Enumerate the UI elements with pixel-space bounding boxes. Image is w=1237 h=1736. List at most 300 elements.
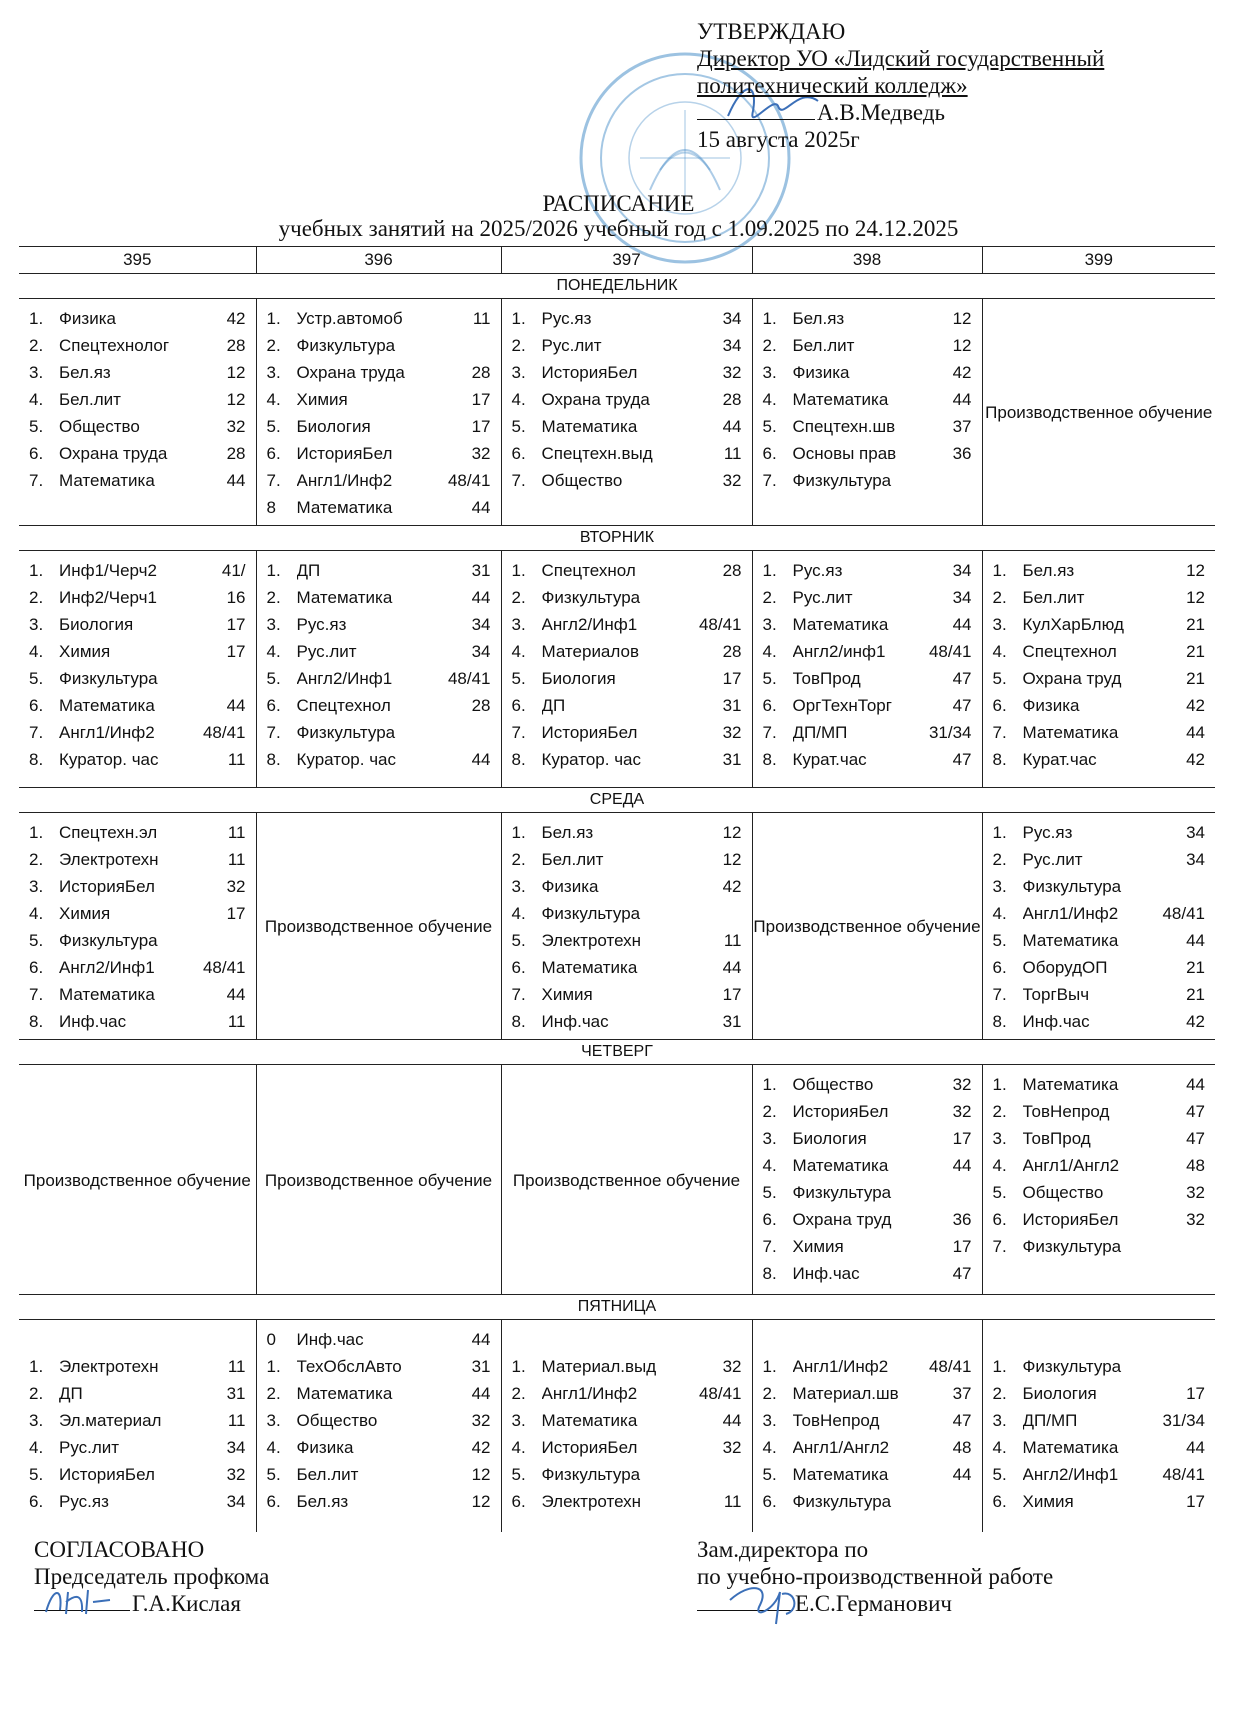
lesson-number: 6. bbox=[992, 695, 1007, 715]
lesson-room: 31 bbox=[722, 695, 742, 715]
lesson-subject: КулХарБлюд bbox=[1022, 614, 1124, 634]
lesson-number: 2. bbox=[992, 849, 1007, 869]
lesson-row bbox=[502, 1434, 752, 1461]
lesson-row bbox=[753, 1461, 982, 1488]
lesson-number: 6. bbox=[29, 957, 44, 977]
lesson-room: 36 bbox=[952, 443, 972, 463]
approval-line1: Директор УО «Лидский государственный bbox=[697, 46, 1105, 71]
deputy-signer: Е.С.Германович bbox=[795, 1591, 952, 1616]
schedule-table bbox=[19, 246, 1215, 1532]
lesson-row bbox=[983, 1461, 1216, 1488]
cell-tue-398 bbox=[752, 551, 982, 788]
lesson-subject: Биология bbox=[59, 614, 134, 634]
lesson-room: 34 bbox=[226, 1437, 246, 1457]
lesson-subject: Охрана труда bbox=[59, 443, 168, 463]
lesson-subject: Англ1/Англ2 bbox=[1022, 1155, 1120, 1175]
lesson-room: 42 bbox=[1186, 695, 1205, 715]
lesson-room: 17 bbox=[471, 389, 491, 409]
approval-block bbox=[697, 18, 1217, 153]
lesson-number: 8. bbox=[992, 1011, 1007, 1031]
lesson-row bbox=[19, 873, 256, 900]
lesson-room: 11 bbox=[227, 849, 246, 869]
cell-thu-397 bbox=[501, 1065, 752, 1295]
lesson-subject: Инф.час bbox=[792, 1263, 860, 1283]
lesson-room: 44 bbox=[226, 695, 246, 715]
lesson-room: 34 bbox=[471, 614, 491, 634]
production-training-label: Производственное обучение bbox=[264, 1170, 493, 1190]
lesson-row bbox=[257, 305, 501, 332]
lesson-room: 11 bbox=[227, 1011, 246, 1031]
lesson-room: 32 bbox=[471, 1410, 491, 1430]
lesson-room: 36 bbox=[952, 1209, 972, 1229]
day-row-wednesday bbox=[19, 813, 1215, 1040]
lesson-number: 3. bbox=[992, 1410, 1007, 1430]
lesson-number: 8. bbox=[29, 749, 44, 769]
cell-mon-397 bbox=[501, 299, 752, 526]
lesson-room: 47 bbox=[952, 695, 972, 715]
lesson-room: 31/34 bbox=[1162, 1410, 1205, 1430]
document-title bbox=[0, 191, 1237, 241]
lesson-row bbox=[753, 1326, 982, 1353]
cell-fri-395 bbox=[19, 1320, 256, 1532]
lesson-number: 7. bbox=[29, 470, 44, 490]
lesson-number: 1. bbox=[29, 822, 44, 842]
lesson-row bbox=[257, 413, 501, 440]
lesson-subject: Физкультура bbox=[296, 335, 396, 355]
lesson-row bbox=[983, 638, 1216, 665]
lesson-subject: ТовПрод bbox=[1022, 1128, 1091, 1148]
lesson-subject: Куратор. час bbox=[541, 749, 642, 769]
lesson-number: 7. bbox=[992, 722, 1007, 742]
lesson-subject: Общество bbox=[296, 1410, 378, 1430]
lesson-subject: Математика bbox=[541, 1410, 638, 1430]
lesson-subject: Химия bbox=[541, 984, 593, 1004]
lesson-room: 48/41 bbox=[202, 722, 246, 742]
lesson-number: 7. bbox=[266, 470, 281, 490]
lesson-row bbox=[19, 900, 256, 927]
lesson-row bbox=[983, 927, 1216, 954]
lesson-room: 31 bbox=[722, 749, 742, 769]
lesson-number: 4. bbox=[762, 1437, 777, 1457]
lesson-room: 12 bbox=[226, 362, 246, 382]
approval-line2: политехнический колледж» bbox=[697, 73, 968, 98]
lesson-room: 42 bbox=[1186, 749, 1205, 769]
lesson-number: 1. bbox=[266, 1356, 281, 1376]
lesson-number: 1. bbox=[511, 560, 526, 580]
day-row-monday bbox=[19, 299, 1215, 526]
lesson-subject: Курат.час bbox=[1022, 749, 1097, 769]
day-header-tuesday: ВТОРНИК bbox=[19, 526, 1215, 551]
lesson-row bbox=[753, 467, 982, 494]
lesson-row bbox=[753, 1206, 982, 1233]
lesson-row bbox=[257, 611, 501, 638]
lesson-room: 17 bbox=[471, 416, 491, 436]
lesson-subject: Куратор. час bbox=[59, 749, 159, 769]
lesson-room: 44 bbox=[226, 470, 246, 490]
lesson-room: 11 bbox=[227, 1356, 246, 1376]
cell-wed-396 bbox=[256, 813, 501, 1040]
agreed-position: Председатель профкома bbox=[34, 1564, 270, 1589]
lesson-number: 2. bbox=[29, 1383, 44, 1403]
lesson-row bbox=[753, 1260, 982, 1287]
lesson-subject: ИсторияБел bbox=[792, 1101, 889, 1121]
lesson-subject: ИсторияБел bbox=[296, 443, 393, 463]
lesson-number: 5. bbox=[511, 668, 526, 688]
lesson-number: 6. bbox=[992, 1491, 1007, 1511]
lesson-subject: Материалов bbox=[541, 641, 639, 661]
lesson-subject: Химия bbox=[296, 389, 348, 409]
lesson-row bbox=[257, 359, 501, 386]
lesson-number: 8. bbox=[266, 749, 281, 769]
lesson-subject: Физкультура bbox=[59, 668, 158, 688]
lesson-room: 32 bbox=[722, 1437, 742, 1457]
lesson-row bbox=[257, 584, 501, 611]
lesson-subject: Физкультура bbox=[59, 930, 158, 950]
lesson-subject: Физкультура bbox=[792, 1491, 892, 1511]
lesson-subject: Химия bbox=[59, 903, 111, 923]
lesson-number: 5. bbox=[29, 416, 44, 436]
lesson-subject: ИсторияБел bbox=[541, 722, 638, 742]
cell-mon-398 bbox=[752, 299, 982, 526]
lesson-row bbox=[502, 846, 752, 873]
lesson-row bbox=[753, 1152, 982, 1179]
lesson-room: 17 bbox=[722, 984, 742, 1004]
lesson-room: 44 bbox=[722, 416, 742, 436]
lesson-row bbox=[753, 692, 982, 719]
cell-mon-399 bbox=[982, 299, 1215, 526]
lesson-subject: ИсторияБел bbox=[1022, 1209, 1119, 1229]
lesson-number: 1. bbox=[992, 560, 1007, 580]
lesson-number: 2. bbox=[511, 335, 526, 355]
lesson-subject: Рус.яз bbox=[792, 560, 843, 580]
lesson-number: 6. bbox=[29, 695, 44, 715]
lesson-number: 3. bbox=[29, 1410, 44, 1430]
lesson-number: 3. bbox=[511, 1410, 526, 1430]
lesson-room: 34 bbox=[1186, 822, 1205, 842]
lesson-subject: Физкультура bbox=[792, 470, 892, 490]
lesson-subject: Охрана труд bbox=[792, 1209, 892, 1229]
lesson-subject: Математика bbox=[296, 1383, 393, 1403]
lesson-number: 7. bbox=[762, 1236, 777, 1256]
lesson-row bbox=[753, 1098, 982, 1125]
lesson-number: 3. bbox=[29, 876, 44, 896]
lesson-room: 48/41 bbox=[447, 470, 491, 490]
lesson-number: 8 bbox=[266, 497, 276, 517]
lesson-number: 6. bbox=[29, 443, 44, 463]
lesson-subject: ТовНепрод bbox=[1022, 1101, 1110, 1121]
lesson-number: 2. bbox=[762, 335, 777, 355]
lesson-subject: Общество bbox=[59, 416, 140, 436]
lesson-row bbox=[19, 746, 256, 773]
lesson-number: 1. bbox=[511, 1356, 526, 1376]
lesson-subject: Химия bbox=[59, 641, 111, 661]
lesson-room: 17 bbox=[1186, 1383, 1205, 1403]
lesson-subject: Бел.лит bbox=[792, 335, 855, 355]
lesson-room: 44 bbox=[471, 749, 491, 769]
lesson-row bbox=[257, 332, 501, 359]
lesson-room: 44 bbox=[1186, 1074, 1205, 1094]
lesson-row bbox=[257, 1353, 501, 1380]
lesson-number: 5. bbox=[266, 416, 281, 436]
lesson-subject: Биология bbox=[296, 416, 371, 436]
lesson-number: 2. bbox=[266, 335, 281, 355]
lesson-row bbox=[983, 900, 1216, 927]
lesson-room: 12 bbox=[471, 1491, 491, 1511]
lesson-number: 2. bbox=[29, 335, 44, 355]
lesson-row bbox=[502, 359, 752, 386]
lesson-number: 0 bbox=[266, 1329, 276, 1349]
lesson-subject: Математика bbox=[1022, 722, 1119, 742]
lesson-number: 8. bbox=[762, 749, 777, 769]
lesson-room: 12 bbox=[471, 1464, 491, 1484]
cell-wed-397 bbox=[501, 813, 752, 1040]
lesson-row bbox=[502, 692, 752, 719]
lesson-number: 3. bbox=[266, 362, 281, 382]
lesson-room: 21 bbox=[1186, 668, 1205, 688]
lesson-number: 6. bbox=[762, 695, 777, 715]
agreed-block bbox=[34, 1536, 534, 1617]
lesson-row bbox=[753, 746, 982, 773]
lesson-number: 4. bbox=[511, 641, 526, 661]
lesson-room: 44 bbox=[722, 957, 742, 977]
lesson-row bbox=[19, 692, 256, 719]
lesson-subject: Англ1/Инф2 bbox=[1022, 903, 1119, 923]
agreed-signer: Г.А.Кислая bbox=[132, 1591, 241, 1616]
lesson-room: 32 bbox=[722, 1356, 742, 1376]
lesson-number: 3. bbox=[762, 614, 777, 634]
lesson-row bbox=[257, 719, 501, 746]
lesson-room: 42 bbox=[952, 362, 972, 382]
lesson-row bbox=[257, 1380, 501, 1407]
lesson-subject: Бел.яз bbox=[541, 822, 594, 842]
lesson-row bbox=[19, 611, 256, 638]
lesson-subject: ДП bbox=[296, 560, 321, 580]
lesson-number: 1. bbox=[992, 1074, 1007, 1094]
lesson-subject: Электротехн bbox=[541, 930, 642, 950]
lesson-number: 2. bbox=[762, 1383, 777, 1403]
lesson-room: 47 bbox=[952, 1410, 972, 1430]
lesson-number: 7. bbox=[992, 1236, 1007, 1256]
lesson-number: 6. bbox=[266, 695, 281, 715]
lesson-subject: Математика bbox=[1022, 1074, 1119, 1094]
lesson-number: 3. bbox=[29, 614, 44, 634]
production-training-label: Производственное обучение bbox=[753, 917, 981, 936]
lesson-room: 21 bbox=[1186, 984, 1205, 1004]
lesson-number: 3. bbox=[511, 362, 526, 382]
lesson-number: 7. bbox=[511, 470, 526, 490]
lesson-subject: Общество bbox=[792, 1074, 874, 1094]
lesson-room: 11 bbox=[723, 443, 742, 463]
lesson-number: 3. bbox=[762, 1128, 777, 1148]
lesson-room: 31 bbox=[471, 560, 491, 580]
approval-date: 15 августа 2025г bbox=[697, 127, 860, 152]
lesson-row bbox=[257, 386, 501, 413]
lesson-subject: Англ1/Инф2 bbox=[541, 1383, 638, 1403]
lesson-row bbox=[983, 1206, 1216, 1233]
lesson-number: 4. bbox=[266, 641, 281, 661]
lesson-room: 32 bbox=[226, 876, 246, 896]
lesson-row bbox=[983, 1152, 1216, 1179]
cell-tue-397 bbox=[501, 551, 752, 788]
lesson-subject: Рус.лит bbox=[296, 641, 357, 661]
lesson-subject: Математика bbox=[59, 984, 155, 1004]
lesson-subject: Бел.яз bbox=[296, 1491, 349, 1511]
lesson-row bbox=[19, 359, 256, 386]
lesson-number: 7. bbox=[762, 470, 777, 490]
lesson-subject: Бел.яз bbox=[59, 362, 111, 382]
lesson-row bbox=[502, 1326, 752, 1353]
lesson-subject: Основы прав bbox=[792, 443, 897, 463]
lesson-row bbox=[502, 467, 752, 494]
lesson-room: 12 bbox=[1186, 587, 1205, 607]
lesson-subject: Математика bbox=[792, 1155, 889, 1175]
cell-mon-396 bbox=[256, 299, 501, 526]
lesson-number: 1. bbox=[29, 1356, 44, 1376]
lesson-room: 11 bbox=[227, 749, 246, 769]
lesson-room: 17 bbox=[952, 1128, 972, 1148]
lesson-room: 32 bbox=[952, 1074, 972, 1094]
lesson-number: 4. bbox=[511, 1437, 526, 1457]
lesson-number: 5. bbox=[762, 1464, 777, 1484]
lesson-room: 17 bbox=[226, 614, 246, 634]
lesson-subject: Рус.яз bbox=[1022, 822, 1073, 842]
lesson-number: 5. bbox=[762, 416, 777, 436]
lesson-subject: Биология bbox=[541, 668, 616, 688]
lesson-row bbox=[502, 638, 752, 665]
lesson-row bbox=[753, 638, 982, 665]
lesson-row bbox=[983, 665, 1216, 692]
lesson-subject: Охрана труда bbox=[541, 389, 650, 409]
lesson-number: 8. bbox=[29, 1011, 44, 1031]
lesson-subject: ДП bbox=[541, 695, 566, 715]
cell-thu-399 bbox=[982, 1065, 1215, 1295]
lesson-row bbox=[257, 494, 501, 521]
lesson-number: 5. bbox=[992, 1182, 1007, 1202]
lesson-room: 28 bbox=[226, 335, 246, 355]
lesson-row bbox=[19, 557, 256, 584]
lesson-subject: Рус.яз bbox=[59, 1491, 109, 1511]
lesson-room: 47 bbox=[952, 668, 972, 688]
lesson-row bbox=[753, 1434, 982, 1461]
lesson-row bbox=[502, 611, 752, 638]
lesson-number: 3. bbox=[992, 1128, 1007, 1148]
lesson-number: 7. bbox=[992, 984, 1007, 1004]
lesson-subject: Инф.час bbox=[541, 1011, 609, 1031]
lesson-row bbox=[257, 692, 501, 719]
cell-tue-396 bbox=[256, 551, 501, 788]
lesson-number: 5. bbox=[762, 668, 777, 688]
lesson-number: 8. bbox=[511, 749, 526, 769]
lesson-subject: ОборудОП bbox=[1022, 957, 1108, 977]
lesson-number: 7. bbox=[29, 722, 44, 742]
lesson-subject: Бел.лит bbox=[1022, 587, 1085, 607]
lesson-room: 44 bbox=[471, 1383, 491, 1403]
lesson-subject: Англ1/Инф2 bbox=[296, 470, 393, 490]
cell-wed-395 bbox=[19, 813, 256, 1040]
lesson-row bbox=[502, 386, 752, 413]
production-training-label: Производственное обучение bbox=[512, 1170, 741, 1190]
day-header-thursday: ЧЕТВЕРГ bbox=[19, 1040, 1215, 1065]
lesson-room: 47 bbox=[1186, 1101, 1205, 1121]
lesson-room: 21 bbox=[1186, 957, 1205, 977]
cell-tue-395 bbox=[19, 551, 256, 788]
lesson-row bbox=[983, 819, 1216, 846]
signature-line bbox=[34, 1591, 130, 1611]
lesson-subject: Физкультура bbox=[541, 587, 641, 607]
lesson-row bbox=[257, 665, 501, 692]
lesson-subject: ИсторияБел bbox=[541, 1437, 638, 1457]
lesson-subject: Общество bbox=[541, 470, 623, 490]
lesson-number: 2. bbox=[29, 849, 44, 869]
lesson-subject: Инф.час bbox=[1022, 1011, 1090, 1031]
lesson-number: 6. bbox=[762, 1491, 777, 1511]
lesson-subject: Физкультура bbox=[296, 722, 396, 742]
lesson-number: 1. bbox=[29, 560, 44, 580]
lesson-subject: Математика bbox=[792, 389, 889, 409]
cell-wed-398 bbox=[752, 813, 982, 1040]
lesson-row bbox=[502, 1008, 752, 1035]
lesson-row bbox=[983, 557, 1216, 584]
lesson-subject: Инф.час bbox=[296, 1329, 364, 1349]
lesson-subject: ИсторияБел bbox=[59, 876, 155, 896]
lesson-room: 48/41 bbox=[698, 1383, 742, 1403]
lesson-row bbox=[983, 1353, 1216, 1380]
lesson-room: 28 bbox=[226, 443, 246, 463]
lesson-number: 3. bbox=[762, 1410, 777, 1430]
lesson-row bbox=[19, 1461, 256, 1488]
lesson-subject: Рус.яз bbox=[296, 614, 347, 634]
lesson-row bbox=[19, 1008, 256, 1035]
production-training-label: Производственное обучение bbox=[985, 403, 1213, 422]
lesson-room: 44 bbox=[952, 1464, 972, 1484]
lesson-row bbox=[257, 557, 501, 584]
deputy-line1: Зам.директора по bbox=[697, 1537, 869, 1562]
lesson-number: 4. bbox=[992, 1155, 1007, 1175]
lesson-room: 44 bbox=[952, 1155, 972, 1175]
lesson-row bbox=[753, 557, 982, 584]
lesson-room: 37 bbox=[952, 416, 972, 436]
lesson-room: 48 bbox=[1186, 1155, 1205, 1175]
lesson-subject: Англ2/Инф1 bbox=[59, 957, 155, 977]
lesson-subject: Спецтехнол bbox=[296, 695, 391, 715]
lesson-room: 48/41 bbox=[928, 641, 972, 661]
lesson-subject: ТовПрод bbox=[792, 668, 861, 688]
lesson-subject: Бел.лит bbox=[59, 389, 121, 409]
lesson-row bbox=[983, 1434, 1216, 1461]
lesson-room: 34 bbox=[471, 641, 491, 661]
lesson-subject: Химия bbox=[1022, 1491, 1074, 1511]
lesson-room: 12 bbox=[722, 849, 742, 869]
lesson-number: 5. bbox=[762, 1182, 777, 1202]
lesson-number: 6. bbox=[992, 957, 1007, 977]
lesson-room: 16 bbox=[226, 587, 246, 607]
lesson-number: 4. bbox=[762, 389, 777, 409]
day-header-monday: ПОНЕДЕЛЬНИК bbox=[19, 274, 1215, 299]
lesson-subject: Инф.час bbox=[59, 1011, 127, 1031]
lesson-number: 5. bbox=[992, 1464, 1007, 1484]
lesson-room: 12 bbox=[952, 308, 972, 328]
day-header-wednesday: СРЕДА bbox=[19, 788, 1215, 813]
lesson-row bbox=[19, 1407, 256, 1434]
lesson-room: 48/41 bbox=[447, 668, 491, 688]
lesson-subject: Химия bbox=[792, 1236, 844, 1256]
lesson-room: 32 bbox=[471, 443, 491, 463]
cell-fri-397 bbox=[501, 1320, 752, 1532]
lesson-number: 3. bbox=[511, 876, 526, 896]
lesson-subject: Общество bbox=[1022, 1182, 1104, 1202]
approval-signer: А.В.Медведь bbox=[817, 100, 946, 125]
group-header-397: 397 bbox=[501, 247, 752, 274]
